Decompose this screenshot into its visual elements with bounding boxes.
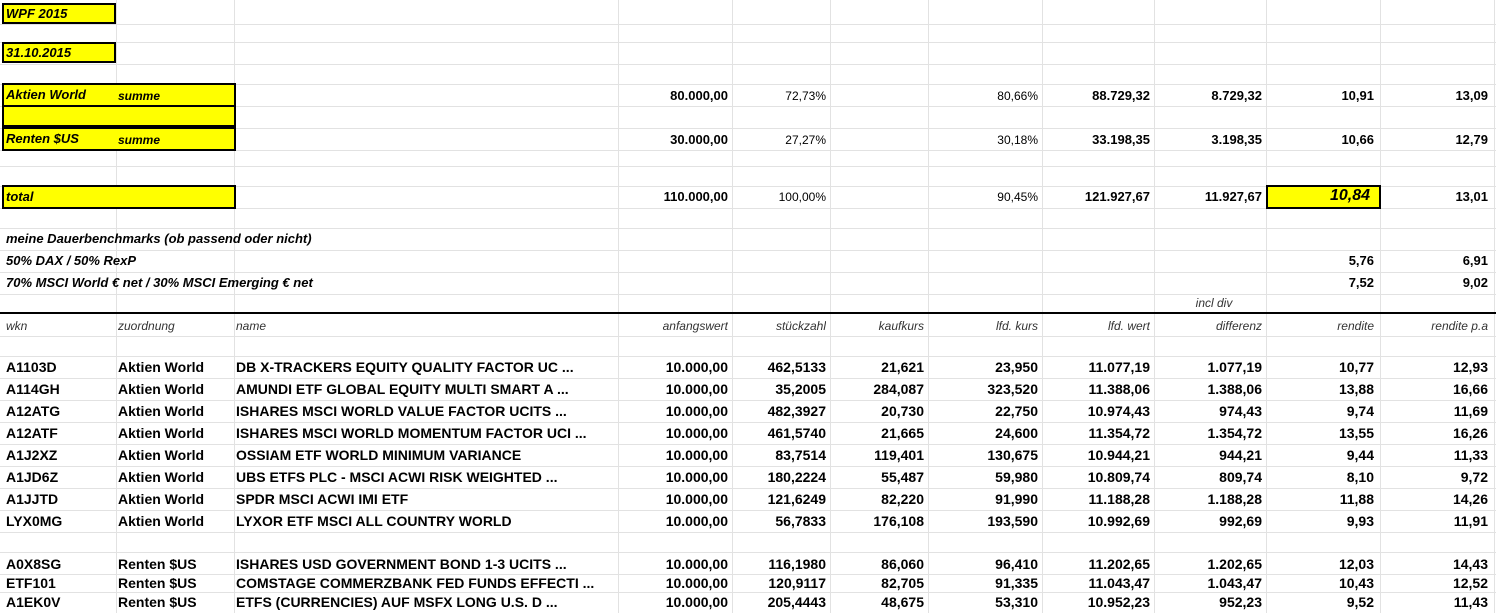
cell-differenz: 1.388,06 <box>1207 381 1262 397</box>
cell-stueckzahl: 120,9117 <box>768 575 826 591</box>
cell-lfd-wert: 10.974,43 <box>1087 403 1150 419</box>
cell-anfangswert: 10.000,00 <box>665 556 728 572</box>
cell-differenz: 809,74 <box>1219 469 1262 485</box>
cell-rendite-pa: 11,43 <box>1453 594 1488 610</box>
col-header-stueckzahl[interactable]: stückzahl <box>775 319 826 333</box>
cell-wkn: A0X8SG <box>6 556 62 572</box>
cell-name: LYXOR ETF MSCI ALL COUNTRY WORLD <box>236 513 512 529</box>
sheet-date: 31.10.2015 <box>6 45 72 60</box>
cell-lfd-kurs: 22,750 <box>995 403 1038 419</box>
summary-sub: summe <box>118 89 161 103</box>
cell-wkn: ETF101 <box>6 575 56 591</box>
cell-stueckzahl: 116,1980 <box>768 556 826 572</box>
grid-line <box>1154 0 1155 613</box>
col-header-zuordnung[interactable]: zuordnung <box>118 319 175 333</box>
cell-anfangswert: 10.000,00 <box>665 594 728 610</box>
cell-name: COMSTAGE COMMERZBANK FED FUNDS EFFECTI ... <box>236 575 595 591</box>
grid-line <box>0 532 1496 533</box>
cell-kaufkurs: 119,401 <box>874 447 924 463</box>
grid-line <box>0 552 1496 553</box>
cell-anfangswert: 10.000,00 <box>665 447 728 463</box>
cell-rendite-pa: 11,33 <box>1453 447 1488 463</box>
sheet-title: WPF 2015 <box>6 6 68 21</box>
grid-line <box>0 24 1496 25</box>
cell-lfd-wert: 11.043,47 <box>1088 575 1150 591</box>
cell-lfd-kurs: 130,675 <box>987 447 1038 463</box>
cell-lfd-kurs: 323,520 <box>987 381 1038 397</box>
total-lfd-pct: 90,45% <box>997 190 1038 204</box>
cell-differenz: 1.202,65 <box>1207 556 1262 572</box>
col-header-rendite-pa[interactable]: rendite p.a <box>1431 319 1488 333</box>
benchmark-label: 50% DAX / 50% RexP <box>6 253 137 268</box>
cell-rendite: 9,44 <box>1346 447 1374 463</box>
total-differenz: 11.927,67 <box>1204 189 1262 204</box>
benchmarks-heading: meine Dauerbenchmarks (ob passend oder nicht) <box>6 231 312 246</box>
cell-stueckzahl: 461,5740 <box>767 425 826 441</box>
cell-differenz: 1.188,28 <box>1207 491 1262 507</box>
cell-kaufkurs: 82,705 <box>881 575 924 591</box>
cell-rendite: 10,77 <box>1338 359 1374 375</box>
cell-rendite-pa: 9,72 <box>1460 469 1488 485</box>
cell-wkn: A12ATG <box>6 403 61 419</box>
cell-lfd-wert: 11.077,19 <box>1088 359 1150 375</box>
cell-differenz: 952,23 <box>1219 594 1262 610</box>
cell-differenz: 1.043,47 <box>1207 575 1262 591</box>
summary-label: Renten $US <box>6 131 79 146</box>
col-header-lfd-wert[interactable]: lfd. wert <box>1107 319 1150 333</box>
cell-zuordnung: Aktien World <box>118 425 205 441</box>
cell-anfangswert: 10.000,00 <box>665 513 728 529</box>
cell-name: OSSIAM ETF WORLD MINIMUM VARIANCE <box>236 447 522 463</box>
cell-wkn: A1EK0V <box>6 594 61 610</box>
cell-rendite-pa: 11,69 <box>1453 403 1488 419</box>
summary-anteil: 72,73% <box>785 89 826 103</box>
cell-differenz: 1.354,72 <box>1207 425 1262 441</box>
cell-anfangswert: 10.000,00 <box>665 491 728 507</box>
col-header-anfangswert[interactable]: anfangswert <box>662 319 728 333</box>
summary-lfd-wert: 88.729,32 <box>1092 88 1150 103</box>
cell-anfangswert: 10.000,00 <box>665 359 728 375</box>
cell-stueckzahl: 180,2224 <box>767 469 826 485</box>
summary-rendite-pa: 12,79 <box>1455 132 1488 147</box>
grid-line <box>1042 0 1043 613</box>
cell-zuordnung: Aktien World <box>118 469 205 485</box>
cell-kaufkurs: 21,665 <box>881 425 924 441</box>
cell-wkn: A1JJTD <box>6 491 59 507</box>
cell-zuordnung: Aktien World <box>118 513 205 529</box>
cell-zuordnung: Aktien World <box>118 491 205 507</box>
summary-rendite: 10,66 <box>1341 132 1374 147</box>
grid-line <box>830 0 831 613</box>
cell-lfd-wert: 10.809,74 <box>1087 469 1150 485</box>
summary-lfd-wert: 33.198,35 <box>1092 132 1150 147</box>
cell-wkn: A1JD6Z <box>6 469 59 485</box>
cell-rendite-pa: 14,43 <box>1452 556 1488 572</box>
total-anfangswert: 110.000,00 <box>663 189 728 204</box>
cell-lfd-wert: 11.202,65 <box>1088 556 1150 572</box>
cell-wkn: A12ATF <box>6 425 58 441</box>
cell-name: UBS ETFS PLC - MSCI ACWI RISK WEIGHTED ... <box>236 469 558 485</box>
cell-lfd-wert: 11.188,28 <box>1088 491 1150 507</box>
cell-stueckzahl: 462,5133 <box>767 359 826 375</box>
grid-line <box>0 166 1496 167</box>
col-header-name[interactable]: name <box>236 319 267 333</box>
summary-empty-cell[interactable] <box>2 105 236 127</box>
cell-rendite-pa: 12,52 <box>1452 575 1488 591</box>
cell-rendite: 9,74 <box>1346 403 1374 419</box>
cell-zuordnung: Renten $US <box>118 575 197 591</box>
cell-rendite: 9,52 <box>1346 594 1374 610</box>
cell-name: ETFS (CURRENCIES) AUF MSFX LONG U.S. D ... <box>236 594 558 610</box>
benchmark-rendite-pa: 6,91 <box>1462 253 1488 268</box>
col-header-kaufkurs[interactable]: kaufkurs <box>878 319 924 333</box>
grid-line <box>732 0 733 613</box>
cell-rendite: 11,88 <box>1339 491 1374 507</box>
cell-lfd-wert: 11.388,06 <box>1088 381 1150 397</box>
summary-label: Aktien World <box>6 87 86 102</box>
cell-lfd-kurs: 23,950 <box>995 359 1038 375</box>
summary-lfd-pct: 80,66% <box>997 89 1038 103</box>
cell-lfd-kurs: 193,590 <box>987 513 1038 529</box>
total-lfd-wert: 121.927,67 <box>1084 189 1150 204</box>
summary-lfd-pct: 30,18% <box>997 133 1038 147</box>
cell-kaufkurs: 86,060 <box>881 556 924 572</box>
total-rendite-pa: 13,01 <box>1455 189 1488 204</box>
col-header-differenz[interactable]: differenz <box>1215 319 1262 333</box>
cell-wkn: LYX0MG <box>6 513 63 529</box>
summary-anfangswert: 80.000,00 <box>670 88 728 103</box>
cell-differenz: 992,69 <box>1219 513 1262 529</box>
cell-stueckzahl: 482,3927 <box>767 403 826 419</box>
cell-lfd-kurs: 24,600 <box>995 425 1038 441</box>
summary-sub: summe <box>118 133 161 147</box>
total-label: total <box>6 189 34 204</box>
cell-stueckzahl: 35,2005 <box>775 381 826 397</box>
cell-anfangswert: 10.000,00 <box>665 381 728 397</box>
grid-line <box>1494 0 1495 613</box>
cell-rendite-pa: 14,26 <box>1452 491 1488 507</box>
cell-rendite: 12,03 <box>1338 556 1374 572</box>
benchmark-rendite: 5,76 <box>1348 253 1374 268</box>
cell-zuordnung: Aktien World <box>118 381 205 397</box>
cell-rendite: 8,10 <box>1346 469 1374 485</box>
cell-kaufkurs: 55,487 <box>881 469 924 485</box>
cell-lfd-wert: 10.952,23 <box>1087 594 1150 610</box>
cell-kaufkurs: 82,220 <box>881 491 924 507</box>
cell-zuordnung: Aktien World <box>118 447 205 463</box>
grid-line <box>928 0 929 613</box>
cell-anfangswert: 10.000,00 <box>665 425 728 441</box>
grid-line <box>0 64 1496 65</box>
cell-name: ISHARES MSCI WORLD MOMENTUM FACTOR UCI ... <box>236 425 587 441</box>
cell-name: ISHARES MSCI WORLD VALUE FACTOR UCITS ... <box>236 403 567 419</box>
cell-stueckzahl: 205,4443 <box>767 594 826 610</box>
cell-lfd-kurs: 96,410 <box>995 556 1038 572</box>
cell-rendite-pa: 11,91 <box>1453 513 1488 529</box>
cell-differenz: 974,43 <box>1219 403 1262 419</box>
grid-line <box>0 42 1496 43</box>
cell-name: AMUNDI ETF GLOBAL EQUITY MULTI SMART A ... <box>236 381 569 397</box>
total-anteil: 100,00% <box>778 190 826 204</box>
cell-differenz: 1.077,19 <box>1207 359 1262 375</box>
cell-name: SPDR MSCI ACWI IMI ETF <box>236 491 409 507</box>
cell-wkn: A1103D <box>6 359 57 375</box>
cell-lfd-kurs: 53,310 <box>995 594 1038 610</box>
grid-line <box>1380 0 1381 613</box>
summary-anfangswert: 30.000,00 <box>670 132 728 147</box>
cell-rendite-pa: 16,66 <box>1452 381 1488 397</box>
cell-rendite-pa: 16,26 <box>1452 425 1488 441</box>
cell-differenz: 944,21 <box>1219 447 1262 463</box>
cell-name: ISHARES USD GOVERNMENT BOND 1-3 UCITS ... <box>236 556 567 572</box>
cell-rendite: 9,93 <box>1346 513 1374 529</box>
cell-rendite: 13,55 <box>1338 425 1374 441</box>
cell-kaufkurs: 20,730 <box>881 403 924 419</box>
cell-anfangswert: 10.000,00 <box>665 403 728 419</box>
cell-rendite: 10,43 <box>1338 575 1374 591</box>
cell-lfd-wert: 10.944,21 <box>1087 447 1150 463</box>
cell-zuordnung: Aktien World <box>118 359 205 375</box>
summary-rendite-pa: 13,09 <box>1455 88 1488 103</box>
cell-stueckzahl: 56,7833 <box>775 513 826 529</box>
cell-zuordnung: Renten $US <box>118 594 197 610</box>
cell-anfangswert: 10.000,00 <box>665 469 728 485</box>
summary-differenz: 3.198,35 <box>1211 132 1262 147</box>
total-rendite: 10,84 <box>1329 187 1370 204</box>
summary-anteil: 27,27% <box>785 133 826 147</box>
cell-kaufkurs: 176,108 <box>873 513 924 529</box>
cell-anfangswert: 10.000,00 <box>665 575 728 591</box>
col-header-lfd-kurs[interactable]: lfd. kurs <box>995 319 1038 333</box>
cell-wkn: A1J2XZ <box>6 447 58 463</box>
cell-kaufkurs: 284,087 <box>873 381 924 397</box>
cell-wkn: A114GH <box>6 381 60 397</box>
grid-line <box>0 336 1496 337</box>
col-header-wkn[interactable]: wkn <box>6 319 28 333</box>
cell-lfd-kurs: 91,990 <box>995 491 1038 507</box>
col-header-rendite[interactable]: rendite <box>1337 319 1374 333</box>
cell-zuordnung: Renten $US <box>118 556 197 572</box>
cell-lfd-wert: 10.992,69 <box>1087 513 1150 529</box>
cell-kaufkurs: 21,621 <box>881 359 924 375</box>
benchmark-label: 70% MSCI World € net / 30% MSCI Emerging € net <box>6 275 313 290</box>
cell-stueckzahl: 121,6249 <box>767 491 826 507</box>
cell-name: DB X-TRACKERS EQUITY QUALITY FACTOR UC ... <box>236 359 574 375</box>
cell-lfd-kurs: 91,335 <box>995 575 1038 591</box>
cell-lfd-kurs: 59,980 <box>995 469 1038 485</box>
grid-line <box>618 0 619 613</box>
benchmark-rendite: 7,52 <box>1348 275 1374 290</box>
cell-rendite-pa: 12,93 <box>1452 359 1488 375</box>
summary-rendite: 10,91 <box>1341 88 1374 103</box>
cell-kaufkurs: 48,675 <box>881 594 924 610</box>
cell-rendite: 13,88 <box>1338 381 1374 397</box>
header-separator <box>0 312 1496 314</box>
header-note: incl div <box>1195 296 1233 310</box>
cell-zuordnung: Aktien World <box>118 403 205 419</box>
cell-stueckzahl: 83,7514 <box>775 447 826 463</box>
summary-differenz: 8.729,32 <box>1211 88 1262 103</box>
benchmark-rendite-pa: 9,02 <box>1462 275 1488 290</box>
cell-lfd-wert: 11.354,72 <box>1088 425 1150 441</box>
